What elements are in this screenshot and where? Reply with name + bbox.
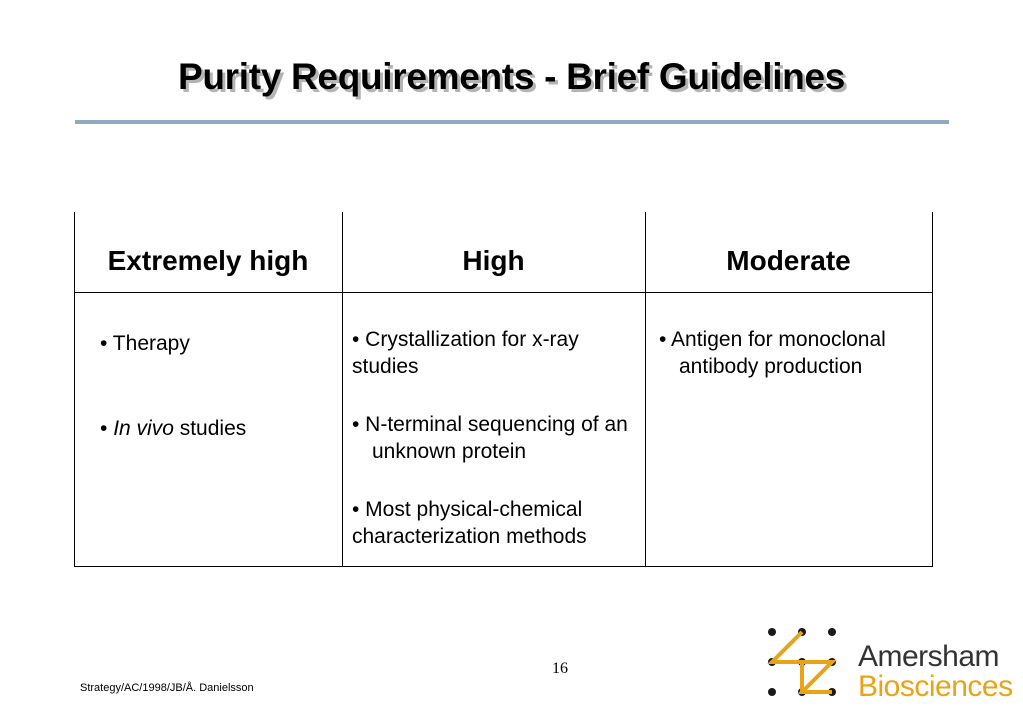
header-divider	[74, 292, 933, 293]
cell-high	[352, 326, 642, 581]
header-extremely-high: Extremely high	[107, 245, 309, 276]
header-high: High	[462, 245, 525, 276]
logo-text-biosciences: Biosciences	[858, 670, 1013, 703]
bullet: •	[100, 417, 114, 440]
logo-text-amersham: Amersham	[858, 640, 1000, 673]
cell-extremely-high	[100, 330, 335, 473]
slide-title: Purity Requirements - Brief Guidelines	[177, 56, 846, 97]
header-moderate: Moderate	[726, 245, 851, 276]
list-item: • N-terminal sequencing of an unknown protein	[352, 413, 628, 463]
list-item	[100, 415, 335, 442]
title-divider	[75, 120, 949, 124]
italic-term: In vivo	[113, 417, 174, 440]
purity-table	[74, 212, 933, 567]
page-number: 16	[552, 660, 568, 677]
cell-moderate	[659, 326, 947, 411]
amersham-logo-icon	[760, 622, 844, 698]
list-item: • Crystallization for x-ray studies	[352, 328, 579, 378]
list-item-text: studies	[173, 417, 247, 440]
list-item: • Antigen for monoclonal antibody production	[659, 328, 886, 378]
list-item: • Most physical-chemical characterization methods	[352, 498, 587, 548]
footer-reference: Strategy/AC/1998/JB/Å. Danielsson	[80, 682, 254, 694]
list-item: • Therapy	[100, 332, 190, 355]
